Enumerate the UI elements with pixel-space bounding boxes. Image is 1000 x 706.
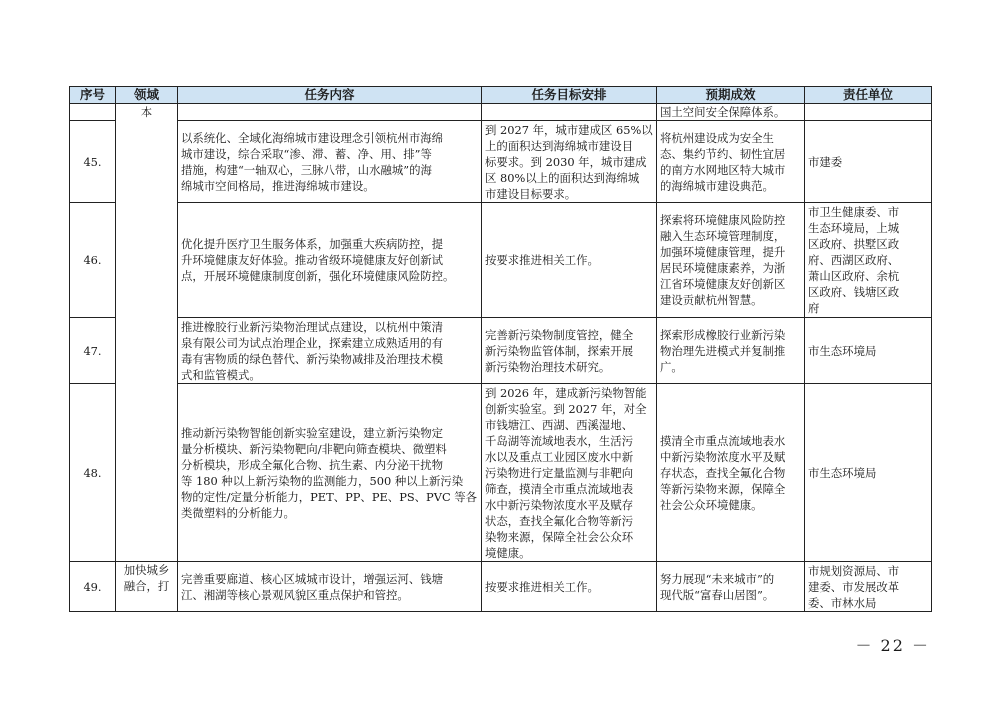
table-header-row <box>70 87 932 104</box>
unit-text: 市生态环境局 <box>808 343 877 358</box>
cell-area <box>116 562 178 612</box>
table-row <box>70 384 932 562</box>
task-text: 优化提升医疗卫生服务体系，加强重大疾病防控，提 升环境健康友好体验。推动省级环境健康友好创新试 点，开展环境健康制度创新，强化环境健康风险防控。 <box>181 237 455 283</box>
header-unit: 责任单位 <box>805 87 932 104</box>
cell-outcome <box>657 318 805 384</box>
cell-no: 49. <box>70 562 116 612</box>
outcome-text: 国土空间安全保障体系。 <box>660 105 786 119</box>
table-row <box>70 318 932 384</box>
outcome-text: 努力展现“未来城市”的 现代版“富春山居图”。 <box>660 571 775 602</box>
outcome-text: 探索将环境健康风险防控 融入生态环境管理制度， 加强环境健康管理，提升 居民环境健康素养，为浙 江省环境健康友好创新区 建设贡献杭州智慧。 <box>660 213 786 307</box>
cell-unit <box>805 203 932 318</box>
cell-task <box>178 562 482 612</box>
outcome-text: 探索形成橡胶行业新污染 物治理先进模式并复制推 广。 <box>660 327 786 374</box>
cell-unit <box>805 384 932 562</box>
cell-unit <box>805 318 932 384</box>
cell-unit <box>805 562 932 612</box>
unit-text: 市规划资源局、市 建委、市发展改革 委、市林水局 <box>808 563 900 610</box>
cell-no: 47. <box>70 318 116 384</box>
target-text: 到 2026 年，建成新污染物智能 创新实验室。到 2027 年，对全 市钱塘江、西湖、西溪湿地、 千岛湖等流域地表水，生活污 水以及重点工业园区废水中新 污染物进行定量监测与非靶向 筛查，摸清全市重点流域地表 水中新污染物浓度水平及赋存 状态，查找全氟化合物等新污 染物来源，保障全社会公众环 境健康。 <box>485 385 647 560</box>
target-text: 完善新污染物制度管控，健全 新污染物监管体制，探索开展 新污染物治理技术研究。 <box>485 327 634 374</box>
target-text: 按要求推进相关工作。 <box>485 579 599 594</box>
header-task: 任务内容 <box>178 87 482 104</box>
cell-target <box>482 121 657 203</box>
cell-no <box>70 104 116 121</box>
cell-task <box>178 318 482 384</box>
table-row <box>70 203 932 318</box>
task-text: 推动新污染物智能创新实验室建设，建立新污染物定 量分析模块、新污染物靶向/非靶向筛查模块、微塑料 分析模块，形成全氟化合物、抗生素、内分泌干扰物 等 180 种以上新污染物的监测能力，500 种以上新污染 物的定性/定量分析能力，PET、PP、PE、PS、PVC 等各 类微塑料的分析能力。 <box>181 425 478 520</box>
page-number: － 22 － <box>855 636 930 655</box>
cell-task <box>178 203 482 318</box>
header-target: 任务目标安排 <box>482 87 657 104</box>
target-text: 到 2027 年，城市建成区 65%以 上的面积达到海绵城市建设目 标要求。到 2030 年，城市建成 区 80%以上的面积达到海绵城 市建设目标要求。 <box>485 122 653 201</box>
cell-no: 46. <box>70 203 116 318</box>
cell-task <box>178 121 482 203</box>
cell-target <box>482 104 657 121</box>
cell-area-carry <box>116 104 178 562</box>
cell-outcome <box>657 121 805 203</box>
unit-text: 市建委 <box>808 154 843 169</box>
cell-outcome <box>657 203 805 318</box>
table-row <box>70 562 932 612</box>
cell-outcome <box>657 104 805 121</box>
table-row <box>70 121 932 203</box>
outcome-text: 将杭州建设成为安全生 态、集约节约、韧性宜居 的南方水网地区特大城市 的海绵城市建设典范。 <box>660 130 786 193</box>
task-text: 完善重要廊道、核心区城城市设计，增强运河、钱塘 江、湘湖等核心景观风貌区重点保护和管控。 <box>181 571 443 602</box>
cell-no: 45. <box>70 121 116 203</box>
header-no: 序号 <box>70 87 116 104</box>
area-text: 加快城乡 融合，打 <box>123 563 170 593</box>
target-text: 按要求推进相关工作。 <box>485 253 599 267</box>
cell-unit <box>805 121 932 203</box>
task-table <box>69 86 932 612</box>
unit-text: 市卫生健康委、市 生态环境局，上城 区政府、拱墅区政 府、西湖区政府、 萧山区政府、余杭 区政府、钱塘区政 府 <box>808 205 900 315</box>
outcome-text: 摸清全市重点流域地表水 中新污染物浓度水平及赋 存状态，查找全氟化合物 等新污染物来源，保障全 社会公众环境健康。 <box>660 433 786 512</box>
cell-no: 48. <box>70 384 116 562</box>
table-row-carry <box>70 104 932 121</box>
header-outcome: 预期成效 <box>657 87 805 104</box>
cell-unit <box>805 104 932 121</box>
cell-outcome <box>657 384 805 562</box>
task-text: 推进橡胶行业新污染物治理试点建设，以杭州中策清 泉有限公司为试点治理企业，探索建立成熟适用的有 毒有害物质的绿色替代、新污染物减排及治理技术模 式和监管模式。 <box>181 319 443 382</box>
area-text: 本 <box>140 105 153 119</box>
unit-text: 市生态环境局 <box>808 465 877 480</box>
cell-outcome <box>657 562 805 612</box>
cell-task <box>178 384 482 562</box>
cell-target <box>482 562 657 612</box>
header-area: 领域 <box>116 87 178 104</box>
cell-task <box>178 104 482 121</box>
task-text: 以系统化、全域化海绵城市建设理念引领杭州市海绵 城市建设，综合采取“渗、滞、蓄、净、用、排”等 措施，构建“一轴双心，三脉八带，山水融城”的海 绵城市空间格局，推进海绵城市建设。 <box>181 130 443 193</box>
cell-target <box>482 318 657 384</box>
cell-target <box>482 384 657 562</box>
cell-target <box>482 203 657 318</box>
